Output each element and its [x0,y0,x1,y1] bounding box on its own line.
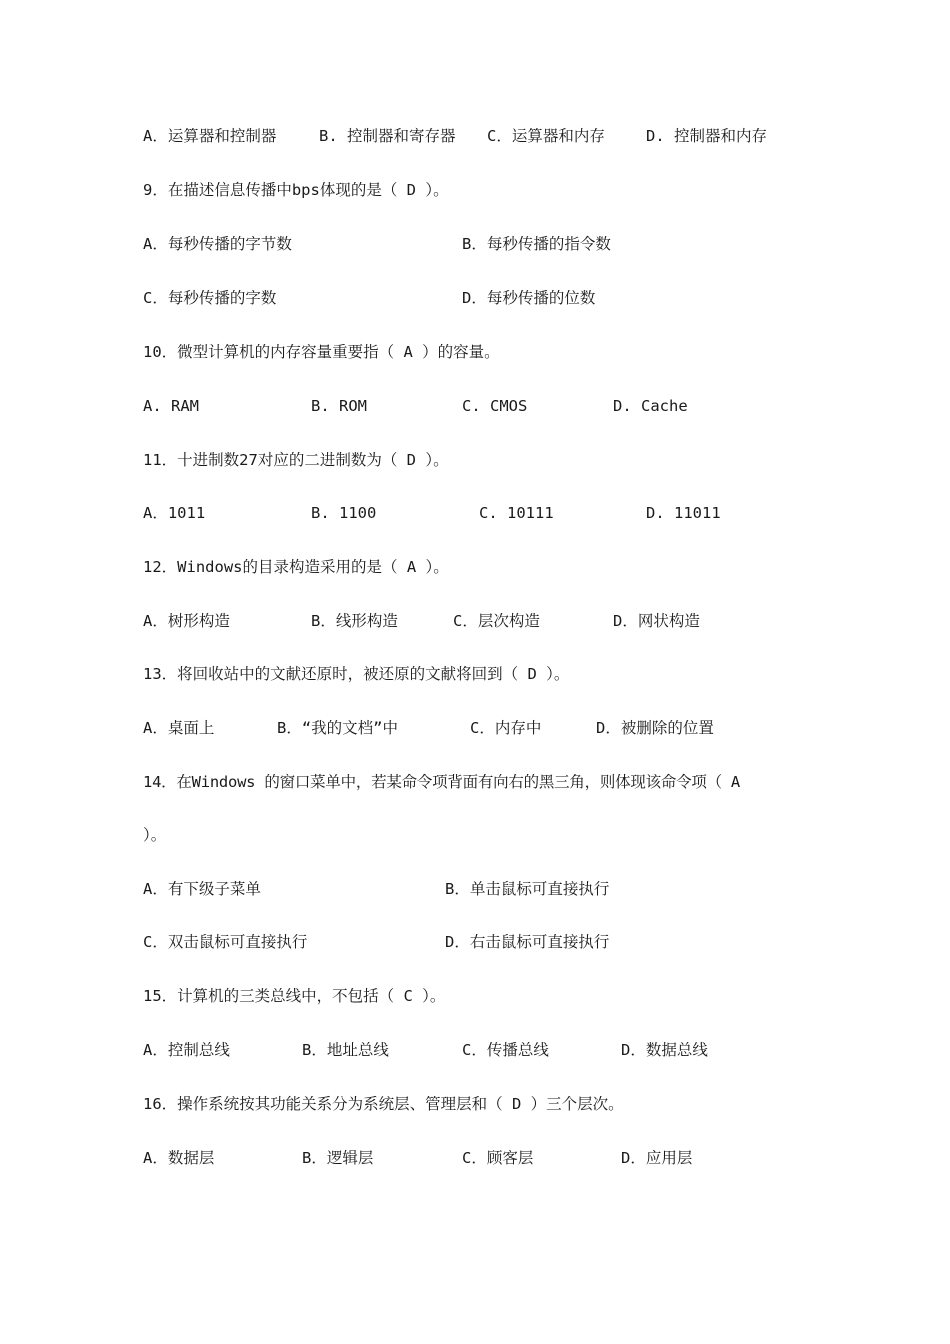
option-b: B．逻辑层 [302,1149,374,1167]
option-b: B. 1100 [311,504,377,522]
option-c: C．每秒传播的字数 [143,289,277,307]
option-c: C．双击鼠标可直接执行 [143,933,308,951]
option-d: D．网状构造 [613,612,700,630]
option-b: B．地址总线 [302,1041,389,1059]
question-9: 9．在描述信息传播中bps体现的是（ D ）。 [143,181,449,199]
option-b: B．线形构造 [311,612,398,630]
option-d: D．被删除的位置 [596,719,714,737]
question-11: 11．十进制数27对应的二进制数为（ D ）。 [143,451,449,469]
option-c: C. CMOS [462,397,528,415]
option-b: B．单击鼠标可直接执行 [445,880,610,898]
option-a: A．树形构造 [143,612,230,630]
option-a: A．每秒传播的字节数 [143,235,292,253]
question-14: 14．在Windows 的窗口菜单中，若某命令项背面有向右的黑三角，则体现该命令项（ A [143,773,740,791]
option-c: C．运算器和内存 [487,127,605,145]
option-d: D. Cache [613,397,688,415]
question-12: 12．Windows的目录构造采用的是（ A ）。 [143,558,449,576]
option-c: C．顾客层 [462,1149,534,1167]
question-14-continued: ）。 [143,826,167,844]
option-a: A．有下级子菜单 [143,880,261,898]
option-d: D．每秒传播的位数 [462,289,596,307]
option-a: A．桌面上 [143,719,215,737]
option-c: C．层次构造 [453,612,540,630]
option-a: A. RAM [143,397,199,415]
option-b: B. ROM [311,397,367,415]
question-16: 16．操作系统按其功能关系分为系统层、管理层和（ D ）三个层次。 [143,1095,624,1113]
option-a: A．1011 [143,504,206,522]
option-c: C．内存中 [470,719,542,737]
option-a: A．运算器和控制器 [143,127,277,145]
option-d: D．应用层 [621,1149,693,1167]
question-13: 13．将回收站中的文献还原时，被还原的文献将回到（ D ）。 [143,665,570,683]
option-c: C．传播总线 [462,1041,549,1059]
option-b: B．每秒传播的指令数 [462,235,611,253]
option-c: C. 10111 [479,504,554,522]
option-d: D. 11011 [646,504,721,522]
option-d: D．数据总线 [621,1041,708,1059]
option-d: D．右击鼠标可直接执行 [445,933,610,951]
option-a: A．控制总线 [143,1041,230,1059]
question-10: 10．微型计算机的内存容量重要指（ A ）的容量。 [143,343,500,361]
question-15: 15．计算机的三类总线中，不包括（ C ）。 [143,987,446,1005]
option-d: D. 控制器和内存 [646,127,767,145]
option-b: B. 控制器和寄存器 [319,127,456,145]
option-a: A．数据层 [143,1149,215,1167]
option-b: B．“我的文档”中 [277,719,398,737]
